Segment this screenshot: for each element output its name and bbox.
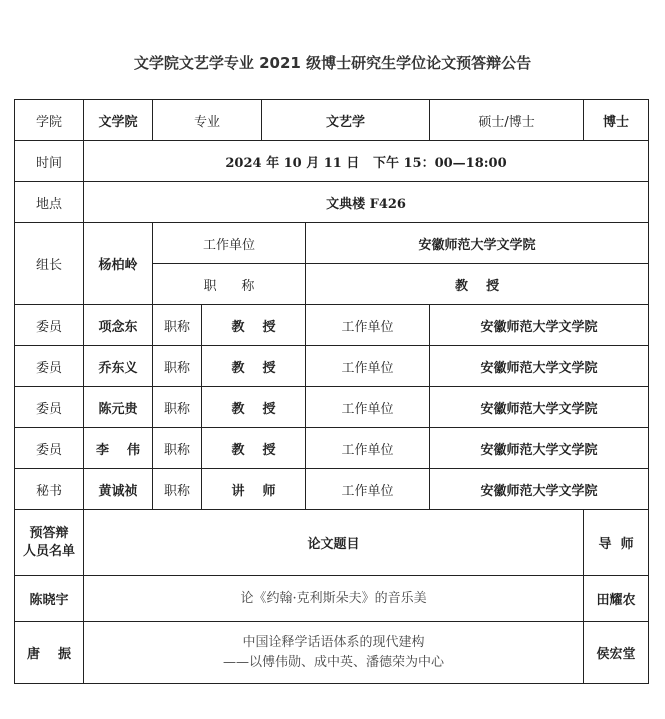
member-name: 项念东 (84, 305, 153, 346)
leader-row (15, 223, 649, 264)
candidate-row (15, 576, 649, 622)
candidate-topic-line1: 论《约翰·克利斯朵夫》的音乐美 (240, 590, 427, 606)
member-title: 讲 师 (202, 469, 306, 510)
candidate-name-header-line1: 预答辩 (29, 525, 69, 541)
candidate-advisor: 田耀农 (584, 576, 649, 622)
member-name: 黄诚祯 (84, 469, 153, 510)
member-unit: 安徽师范大学文学院 (430, 387, 649, 428)
member-title: 教 授 (202, 305, 306, 346)
member-unit-label: 工作单位 (306, 469, 430, 510)
member-title-label: 职称 (153, 469, 202, 510)
candidate-topic (84, 576, 584, 622)
member-unit: 安徽师范大学文学院 (430, 469, 649, 510)
member-row (15, 346, 649, 387)
advisor-header: 导 师 (584, 510, 649, 576)
candidate-name-header (15, 510, 84, 576)
member-role: 委员 (15, 428, 84, 469)
degree-value: 博士 (584, 100, 649, 141)
topic-header: 论文题目 (84, 510, 584, 576)
member-title-label: 职称 (153, 346, 202, 387)
candidate-name: 陈晓宇 (15, 576, 84, 622)
member-unit-label: 工作单位 (306, 387, 430, 428)
member-unit: 安徽师范大学文学院 (430, 346, 649, 387)
leader-unit-label: 工作单位 (153, 223, 306, 264)
member-row (15, 387, 649, 428)
leader-label: 组长 (15, 223, 84, 305)
member-role: 委员 (15, 305, 84, 346)
major-label: 专业 (153, 100, 262, 141)
leader-title-label: 职 称 (153, 264, 306, 305)
member-role: 委员 (15, 346, 84, 387)
place-value: 文典楼 F426 (84, 182, 649, 223)
member-row (15, 305, 649, 346)
member-row (15, 428, 649, 469)
major-value: 文艺学 (262, 100, 430, 141)
member-title-label: 职称 (153, 428, 202, 469)
candidates-header-row (15, 510, 649, 576)
time-label: 时间 (15, 141, 84, 182)
member-unit: 安徽师范大学文学院 (430, 428, 649, 469)
candidate-topic-line2: ——以傅伟勋、成中英、潘德荣为中心 (223, 654, 445, 670)
member-name: 李 伟 (84, 428, 153, 469)
candidate-row (15, 622, 649, 684)
member-name: 乔东义 (84, 346, 153, 387)
place-label: 地点 (15, 182, 84, 223)
time-value: 2024 年 10 月 11 日 下午 15：00—18:00 (84, 141, 649, 182)
member-unit-label: 工作单位 (306, 305, 430, 346)
candidate-advisor: 侯宏堂 (584, 622, 649, 684)
member-unit-label: 工作单位 (306, 428, 430, 469)
candidate-name-header-line2: 人员名单 (22, 543, 75, 559)
member-role: 委员 (15, 387, 84, 428)
candidate-topic (84, 622, 584, 684)
page-title: 文学院文艺学专业 2021 级博士研究生学位论文预答辩公告 (133, 54, 532, 72)
member-unit-label: 工作单位 (306, 346, 430, 387)
college-row (15, 100, 649, 141)
candidate-topic-line1: 中国诠释学话语体系的现代建构 (242, 634, 425, 650)
place-row (15, 182, 649, 223)
college-value: 文学院 (84, 100, 153, 141)
member-name: 陈元贵 (84, 387, 153, 428)
member-title-label: 职称 (153, 305, 202, 346)
secretary-row (15, 469, 649, 510)
member-title-label: 职称 (153, 387, 202, 428)
leader-title-value: 教 授 (306, 264, 649, 305)
leader-unit-value: 安徽师范大学文学院 (306, 223, 649, 264)
college-label: 学院 (15, 100, 84, 141)
announcement-table (14, 99, 649, 684)
time-row (15, 141, 649, 182)
leader-name: 杨柏岭 (84, 223, 153, 305)
member-role: 秘书 (15, 469, 84, 510)
degree-label: 硕士/博士 (430, 100, 584, 141)
member-unit: 安徽师范大学文学院 (430, 305, 649, 346)
candidate-name: 唐 振 (15, 622, 84, 684)
member-title: 教 授 (202, 387, 306, 428)
member-title: 教 授 (202, 346, 306, 387)
member-title: 教 授 (202, 428, 306, 469)
